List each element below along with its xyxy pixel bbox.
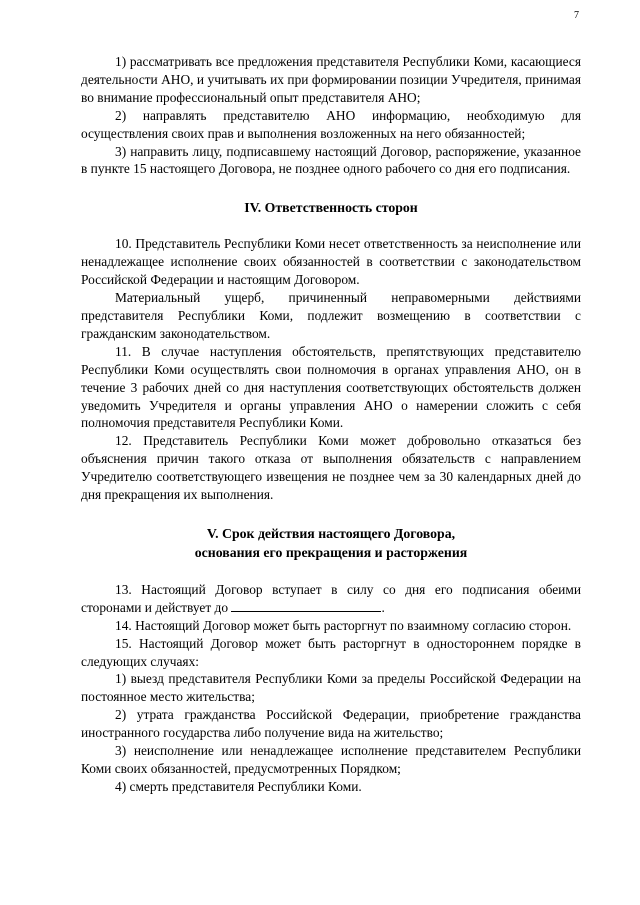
section-4-heading: IV. Ответственность сторон bbox=[244, 200, 418, 216]
section-5-heading-line-1: V. Срок действия настоящего Договора, bbox=[206, 525, 456, 541]
paragraph-15-item-3: 3) неисполнение или ненадлежащее исполнение представителем Республики Коми своих обязанностей, предусмотренных Порядком; bbox=[81, 743, 581, 776]
intro-item-2: 2) направлять представителю АНО информацию, необходимую для осуществления своих прав и выполнения возложенных на него обязанностей; bbox=[81, 107, 581, 141]
intro-item-1: 1) рассматривать все предложения представителя Республики Коми, касающиеся деятельности АНО, и учитывать их при формировании позиции Учредителя, принимая во внимание профессиональный опыт представителя АНО; bbox=[81, 54, 581, 105]
date-blank-line bbox=[231, 599, 381, 612]
paragraph-15-item-1: 1) выезд представителя Республики Коми за пределы Российской Федерации на постоянное место жительства; bbox=[81, 671, 581, 705]
paragraph-15-item-2: 2) утрата гражданства Российской Федерации, приобретение гражданства иностранного государства либо получение вида на жительство; bbox=[81, 707, 581, 741]
paragraph-13 bbox=[81, 581, 581, 617]
paragraph-14: 14. Настоящий Договор может быть расторгнут по взаимному согласию сторон. bbox=[115, 617, 572, 633]
paragraph-damage: Материальный ущерб, причиненный неправомерными действиями представителя Республики Коми, подлежит возмещению в соответствии с гражданским законодательством. bbox=[81, 290, 581, 341]
section-5-heading-line-2: основания его прекращения и расторжения bbox=[194, 544, 468, 560]
paragraph-13-text: 13. Настоящий Договор вступает в силу со дня его подписания обеими сторонами и действует до bbox=[81, 581, 581, 615]
paragraph-12: 12. Представитель Республики Коми может добровольно отказаться без объяснения причин такого отказа от выполнения обязательств с направлением Учредителю соответствующего извещения не позднее чем за 30 календарных дней до дня прекращения их выполнения. bbox=[81, 433, 581, 503]
paragraph-13-end: . bbox=[381, 599, 385, 615]
paragraph-11: 11. В случае наступления обстоятельств, препятствующих представителю Республики Коми осуществлять свои полномочия в органах управления АНО, он в течение 3 рабочих дней со дня наступления соответствующих обстоятельств должен уведомить Учредителя и органы управления АНО о намерении сложить с себя полномочия представителя Республики Коми. bbox=[81, 343, 581, 431]
paragraph-15: 15. Настоящий Договор может быть расторгнут в одностороннем порядке в следующих случаях: bbox=[81, 635, 581, 669]
document-body bbox=[81, 53, 581, 796]
paragraph-10: 10. Представитель Республики Коми несет ответственность за неисполнение или ненадлежащее исполнение своих обязанностей в соответствии с законодательством Российской Федерации и настоящим Договором. bbox=[81, 236, 581, 288]
intro-item-3: 3) направить лицу, подписавшему настоящий Договор, распоряжение, указанное в пункте 15 настоящего Договора, не позднее одного рабочего со дня его подписания. bbox=[81, 143, 581, 177]
page-number: 7 bbox=[574, 10, 579, 21]
paragraph-15-item-4: 4) смерть представителя Республики Коми. bbox=[115, 778, 362, 794]
